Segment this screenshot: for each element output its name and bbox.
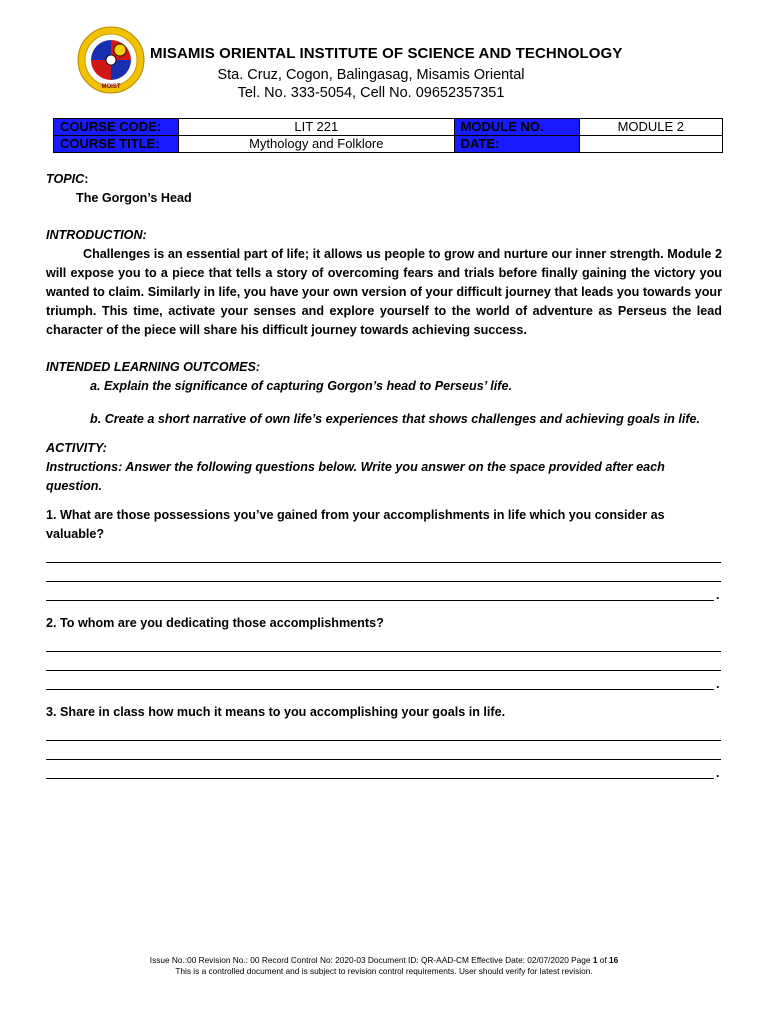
document-footer xyxy=(0,955,768,977)
answer-line-last[interactable] xyxy=(46,671,722,689)
course-title-label: COURSE TITLE: xyxy=(54,136,179,153)
course-row-2 xyxy=(54,136,723,153)
footer-control-info: Issue No.:00 Revision No.: 00 Record Control No: 2020-03 Document ID: QR-AAD-CM Effective Date: 02/07/2020 Page 1 of 16 xyxy=(149,955,619,965)
introduction-text: Challenges is an essential part of life; it allows us people to grow and nurture our inner strength. Module 2 will expose you to a piece that tells a story of overcoming fears and trials before finally gaining the victory you wanted to claim. Similarly in life, you have your own version of your difficult journey that leads you towards your triumph. This time, activate your senses and explore yourself to the world of adventure as Perseus the lead character of the piece will share his difficult journey towards achieving success. xyxy=(46,247,722,337)
answer-line[interactable] xyxy=(46,760,714,779)
date-value[interactable] xyxy=(579,136,722,153)
institution-contact: Tel. No. 333-5054, Cell No. 09652357351 xyxy=(237,85,505,101)
outcome-a: a. Explain the significance of capturing Gorgon’s head to Perseus’ life. xyxy=(90,379,512,393)
answer-line-last[interactable] xyxy=(46,582,722,600)
footer-disclaimer: This is a controlled document and is subject to revision control requirements. User should verify for latest revision. xyxy=(175,966,593,976)
activity-heading: ACTIVITY: xyxy=(46,441,107,455)
answer-line[interactable] xyxy=(46,582,714,601)
answer-line-last[interactable] xyxy=(46,760,722,778)
answer-line[interactable] xyxy=(46,652,721,671)
institution-seal-icon xyxy=(77,26,145,94)
topic-text: The Gorgon’s Head xyxy=(76,191,192,205)
outcomes-heading: INTENDED LEARNING OUTCOMES: xyxy=(46,360,261,374)
seal-logo-text: MOIST xyxy=(101,84,121,90)
question-3: 3. Share in class how much it means to you accomplishing your goals in life. xyxy=(46,705,506,719)
course-code-value: LIT 221 xyxy=(179,119,455,136)
module-no-value: MODULE 2 xyxy=(579,119,722,136)
module-content xyxy=(46,170,722,778)
activity-instructions: Instructions: Answer the following questions below. Write you answer on the space provided after each question. xyxy=(46,460,665,493)
answer-line[interactable] xyxy=(46,544,721,563)
course-title-value: Mythology and Folklore xyxy=(179,136,455,153)
course-row-1 xyxy=(54,119,723,136)
institution-address: Sta. Cruz, Cogon, Balingasag, Misamis Oriental xyxy=(217,67,525,83)
answer-line[interactable] xyxy=(46,671,714,690)
date-label: DATE: xyxy=(454,136,579,153)
outcome-b: b. Create a short narrative of own life’s experiences that shows challenges and achieving goals in life. xyxy=(90,412,701,426)
answer-line[interactable] xyxy=(46,563,721,582)
course-info-table xyxy=(53,118,723,153)
topic-heading: TOPIC: xyxy=(46,172,89,186)
answer-line[interactable] xyxy=(46,741,721,760)
question-1: 1. What are those possessions you’ve gained from your accomplishments in life which you consider as valuable? xyxy=(46,508,665,541)
answer-period: . xyxy=(716,677,720,691)
answer-period: . xyxy=(716,588,720,602)
answer-line[interactable] xyxy=(46,722,721,741)
introduction-heading: INTRODUCTION: xyxy=(46,228,147,242)
document-header xyxy=(0,0,768,110)
module-no-label: MODULE NO. xyxy=(454,119,579,136)
institution-name: MISAMIS ORIENTAL INSTITUTE OF SCIENCE AND TECHNOLOGY xyxy=(150,45,623,62)
answer-period: . xyxy=(716,766,720,780)
course-code-label: COURSE CODE: xyxy=(54,119,179,136)
answer-line[interactable] xyxy=(46,633,721,652)
question-2: 2. To whom are you dedicating those accomplishments? xyxy=(46,616,384,630)
